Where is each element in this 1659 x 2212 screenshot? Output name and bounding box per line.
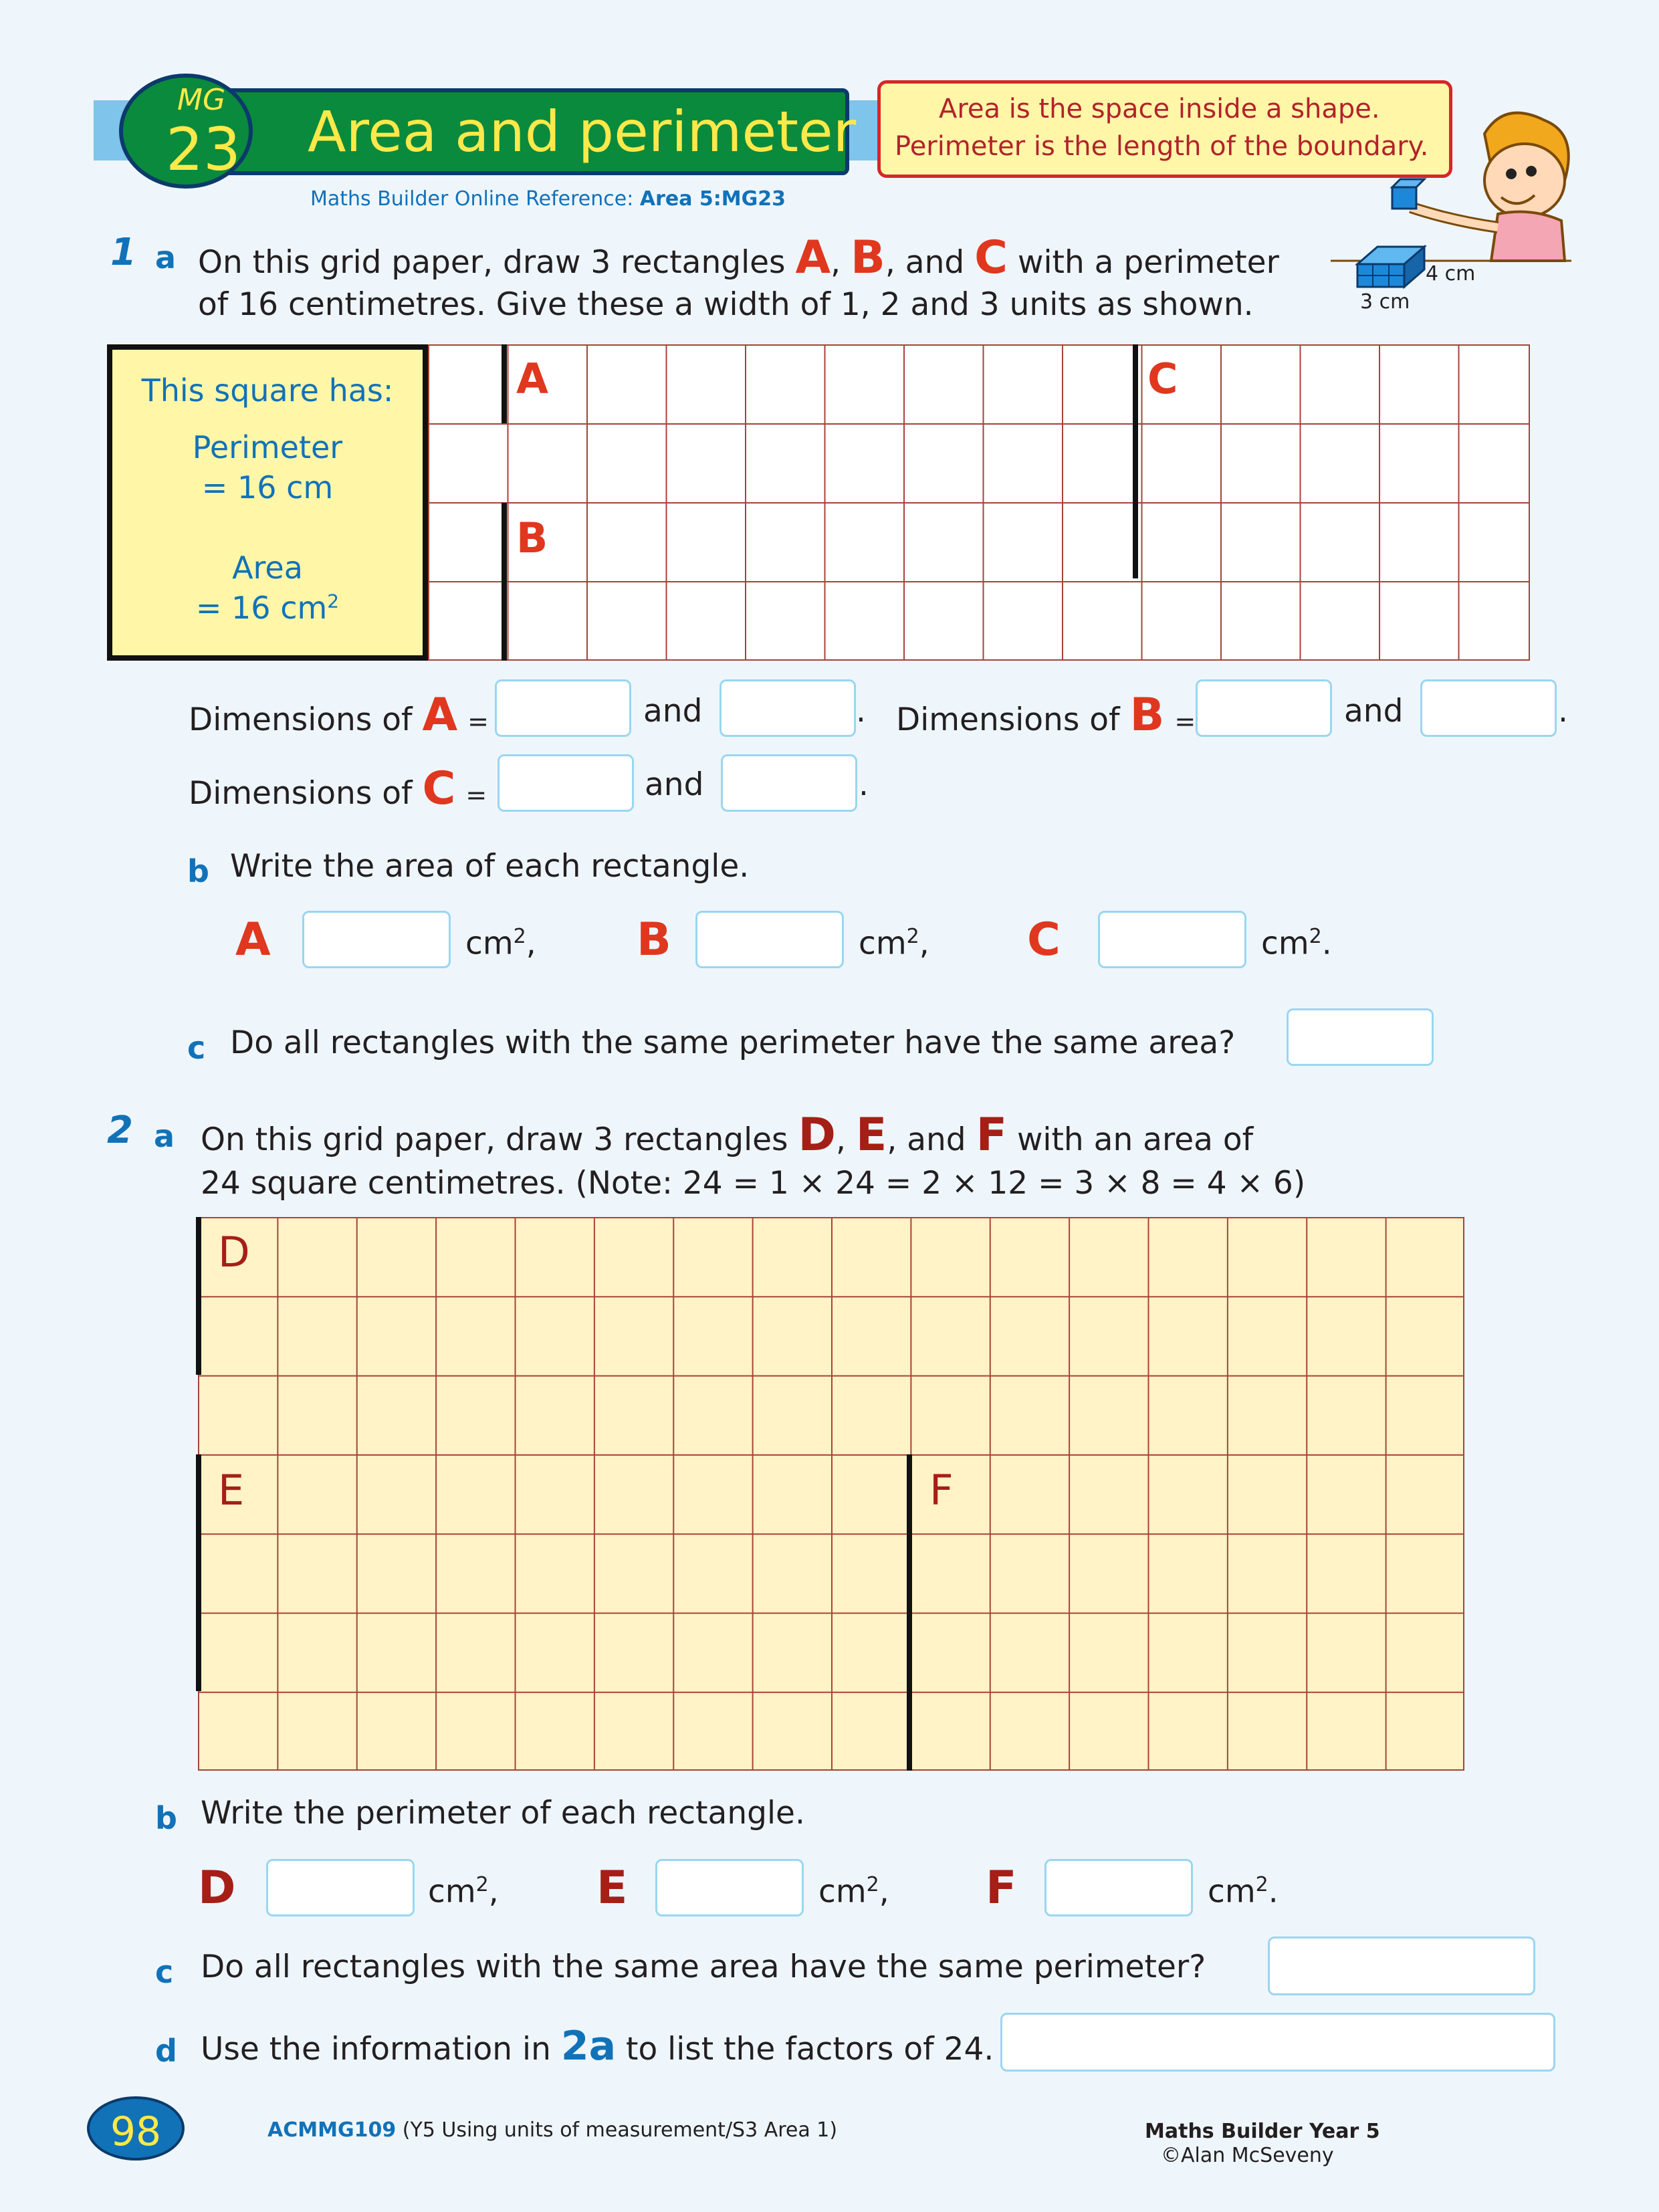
dims-c-label [189,762,487,815]
area-b-unit [859,927,929,960]
page-number: 98 [110,2108,162,2155]
perim-f-input[interactable] [1044,1859,1193,1916]
square-perimeter-label: Perimeter [192,429,343,465]
perim-d-unit [428,1875,499,1908]
perim-e-unit-text: cm [818,1873,867,1910]
dims-c-equals: = [465,780,487,810]
q2a-text-start: On this grid paper, draw 3 rectangles [201,1121,788,1158]
dims-c-and: and [645,766,704,803]
grid-label-a: A [516,354,548,403]
dims-c-letter: C [422,762,456,815]
q1a-text-end: with a perimeter [1018,244,1279,281]
q2d-text [201,2023,994,2070]
area-c-letter: C [1027,913,1061,966]
q2d-label: d [155,2033,177,2069]
perim-d-comma: , [488,1873,499,1910]
reference-code: Area 5:MG23 [639,187,786,211]
q1a-and: , and [885,244,965,281]
dims-a-period: . [856,693,866,730]
q2d-answer-input[interactable] [1000,2013,1555,2072]
question-2-number: 2 [107,1109,133,1152]
rect-c-width-line [1133,344,1138,578]
perim-f-unit [1208,1875,1279,1908]
curriculum-reference [267,2118,837,2142]
square-title: This square has: [141,372,394,409]
q1a-line2: of 16 centimetres. Give these a width of 1, 2 and 3 units as shown. [198,286,1254,323]
dims-b-letter: B [1129,689,1165,742]
q1c-text: Do all rectangles with the same perimeter have the same area? [230,1024,1236,1061]
square-area-label: Area [232,550,303,586]
perim-d-unit-text: cm [428,1873,476,1910]
q1a-line1 [198,231,1279,284]
grid-label-c: C [1147,354,1178,403]
q1b-label: b [187,853,209,889]
copyright: ©Alan McSeveny [1161,2144,1334,2167]
mg-label: MG [177,83,226,117]
rect-f-width-line [907,1454,912,1771]
square-area-sup: 2 [327,590,340,613]
area-a-input[interactable] [302,911,451,968]
definition-perimeter: Perimeter is the length of the boundary. [895,131,1429,162]
dims-c-input-1[interactable] [497,754,634,812]
dims-b-and: and [1344,693,1404,730]
area-a-comma: , [526,925,536,962]
area-c-period: . [1321,925,1332,962]
dims-a-and: and [643,693,703,730]
question-1-number: 1 [110,231,136,274]
dims-c-input-2[interactable] [721,754,857,812]
perim-d-input[interactable] [266,1859,415,1916]
cube-block-illustration [1351,237,1431,291]
dims-a-prefix: Dimensions of [189,701,413,738]
q1a-text-start: On this grid paper, draw 3 rectangles [198,244,786,281]
q2c-text: Do all rectangles with the same area have the same perimeter? [201,1949,1206,1985]
area-c-unit-sup: 2 [1309,925,1322,948]
q2a-letter-d: D [798,1109,836,1162]
dims-c-prefix: Dimensions of [189,775,413,812]
perim-f-period: . [1268,1873,1279,1910]
rect-e-width-line [196,1454,201,1691]
perim-e-comma: , [879,1873,889,1910]
page-title: Area and perimeter [308,99,857,164]
grid-label-e: E [218,1466,245,1515]
curriculum-code: ACMMG109 [267,2118,397,2142]
q2a-letter-f: F [976,1109,1008,1162]
area-b-input[interactable] [695,911,844,968]
q2d-text-start: Use the information in [201,2031,551,2068]
dims-a-input-2[interactable] [720,679,856,737]
area-a-unit [465,927,536,960]
rect-a-width-line [502,344,507,423]
perim-f-unit-text: cm [1208,1873,1256,1910]
dims-b-label [896,689,1196,742]
q2d-text-end: to list the factors of 24. [626,2031,994,2068]
cube-depth-label: 4 cm [1426,262,1476,286]
grid-label-f: F [929,1466,954,1515]
area-b-unit-text: cm [859,925,907,962]
q2b-label: b [155,1800,177,1836]
q2a-comma: , [835,1121,846,1158]
dims-b-prefix: Dimensions of [896,701,1120,738]
square-area-text: = 16 cm [195,590,328,626]
page-number-badge [87,2096,185,2161]
perim-e-unit-sup: 2 [866,1873,879,1896]
q2d-reference: 2a [560,2023,617,2070]
q1a-letter-c: C [974,231,1008,284]
grid-paper-1[interactable] [428,344,1530,661]
grid-paper-2[interactable] [198,1217,1464,1771]
perim-d-unit-sup: 2 [475,1873,489,1896]
q2b-text: Write the perimeter of each rectangle. [201,1795,805,1832]
q2a-line2: 24 square centimetres. (Note: 24 = 1 × 24 = 2 × 12 = 3 × 8 = 4 × 6) [201,1165,1306,1202]
q2a-text-end: with an area of [1016,1121,1254,1158]
q2a-line1 [201,1109,1254,1162]
rect-d-width-line [196,1217,201,1375]
book-title: Maths Builder Year 5 [1145,2120,1380,2143]
q2a-letter-e: E [855,1109,887,1162]
q1a-comma: , [831,244,841,281]
area-a-unit-text: cm [465,925,514,962]
q1a-letter-b: B [851,231,885,284]
area-c-unit [1261,927,1332,960]
area-a-unit-sup: 2 [513,925,526,948]
grid-label-b: B [516,514,548,562]
area-a-letter: A [235,913,271,966]
perim-e-unit [818,1875,889,1908]
q2c-label: c [155,1954,174,1990]
dims-a-label [189,689,489,742]
area-b-letter: B [637,913,671,966]
q2a-and: , and [887,1121,966,1158]
area-c-input[interactable] [1098,911,1246,968]
rect-b-width-line [502,503,507,661]
q2c-answer-input[interactable] [1268,1937,1535,1995]
definition-area: Area is the space inside a shape. [939,94,1380,124]
mg-number: 23 [166,115,241,184]
dims-b-input-1[interactable] [1196,679,1332,737]
perim-d-letter: D [198,1862,236,1914]
dims-a-equals: = [467,707,489,736]
q2a-label: a [154,1118,175,1154]
area-c-unit-text: cm [1261,925,1309,962]
square-perimeter-value: = 16 cm [201,469,334,506]
q1b-text: Write the area of each rectangle. [230,848,750,885]
curriculum-desc: (Y5 Using units of measurement/S3 Area 1) [402,2118,838,2142]
grid-label-d: D [218,1228,250,1277]
perim-e-letter: E [596,1862,628,1914]
q1c-answer-input[interactable] [1287,1008,1434,1066]
perim-f-letter: F [986,1862,1017,1914]
q1a-letter-a: A [795,231,831,284]
q1c-label: c [187,1030,206,1066]
dims-a-letter: A [422,689,458,742]
area-b-unit-sup: 2 [906,925,919,948]
square-area-value [107,588,428,629]
area-b-comma: , [919,925,929,962]
dims-a-input-1[interactable] [495,679,631,737]
cube-width-label: 3 cm [1360,290,1410,314]
reference-prefix: Maths Builder Online Reference: [310,187,634,211]
dims-b-equals: = [1174,707,1196,736]
dims-b-input-2[interactable] [1420,679,1557,737]
online-reference [310,187,786,211]
dims-b-period: . [1558,693,1568,730]
q1a-label: a [155,239,177,275]
perim-f-unit-sup: 2 [1255,1873,1268,1896]
perim-e-input[interactable] [655,1859,804,1916]
dims-c-period: . [859,766,869,803]
